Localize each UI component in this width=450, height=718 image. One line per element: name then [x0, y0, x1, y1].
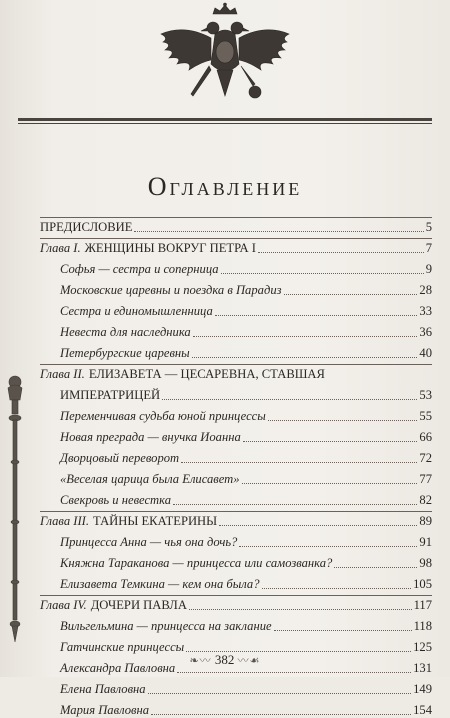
toc-entry[interactable] — [40, 487, 432, 508]
toc-entry[interactable] — [40, 613, 432, 634]
page-ref: 7 — [425, 241, 432, 255]
ornament-icon: 〰☙ — [237, 655, 261, 667]
double-headed-eagle-icon — [155, 4, 295, 114]
toc-entry[interactable] — [40, 424, 432, 445]
chapter-prefix: Глава IV. — [40, 598, 87, 612]
page-ref: 89 — [419, 514, 432, 528]
entry-title: ПРЕДИСЛОВИЕ — [40, 220, 133, 234]
toc-chapter-continued[interactable] — [40, 382, 432, 403]
entry-title: Елена Павловна — [60, 682, 146, 696]
leader-dots — [192, 357, 418, 358]
table-of-contents — [40, 214, 432, 718]
page-ref: 131 — [413, 661, 432, 675]
entry-title: Сестра и единомышленница — [60, 304, 213, 318]
leader-dots — [189, 609, 412, 610]
chapter-divider — [40, 364, 432, 365]
chapter-title: ЕЛИЗАВЕТА — ЦЕСАРЕВНА, СТАВШАЯ — [88, 367, 325, 381]
page-title: Оглавление — [147, 172, 303, 201]
chapter-divider — [40, 595, 432, 596]
toc-entry[interactable] — [40, 403, 432, 424]
chapter-title: ДОЧЕРИ ПАВЛА — [90, 598, 187, 612]
toc-entry[interactable] — [40, 571, 432, 592]
toc-entry[interactable] — [40, 529, 432, 550]
page-ref: 33 — [419, 304, 432, 318]
leader-dots — [219, 525, 417, 526]
entry-title: Елизавета Темкина — кем она была? — [60, 577, 260, 591]
leader-dots — [221, 273, 424, 274]
entry-title: Новая преграда — внучка Иоанна — [60, 430, 241, 444]
leader-dots — [239, 546, 417, 547]
entry-title: Дворцовый переворот — [60, 451, 180, 465]
ornament-icon: ❧〰 — [189, 655, 212, 667]
chapter-title: ИМПЕРАТРИЦЕЙ — [60, 388, 161, 402]
chapter-divider — [40, 511, 432, 512]
header-rule-thin — [18, 123, 432, 124]
page-number: 382 — [214, 652, 235, 667]
leader-dots — [243, 441, 418, 442]
toc-entry[interactable] — [40, 697, 432, 718]
entry-title: Александра Павловна — [60, 661, 176, 675]
entry-title: Переменчивая судьба юной принцессы — [60, 409, 266, 423]
leader-dots — [177, 672, 411, 673]
page-ref: 98 — [419, 556, 432, 570]
leader-dots — [258, 252, 424, 253]
entry-title: Мария Павловна — [60, 703, 150, 717]
toc-entry[interactable] — [40, 445, 432, 466]
page-ref: 125 — [413, 640, 432, 654]
leader-dots — [148, 693, 412, 694]
leader-dots — [242, 483, 418, 484]
page-ref: 66 — [419, 430, 432, 444]
chapter-prefix: Глава I. — [40, 241, 81, 255]
page-ref: 53 — [419, 388, 432, 402]
leader-dots — [162, 399, 417, 400]
leader-dots — [262, 588, 412, 589]
leader-dots — [268, 420, 418, 421]
leader-dots — [274, 630, 412, 631]
scepter-icon — [4, 372, 26, 652]
leader-dots — [173, 504, 417, 505]
entry-title: Московские царевны и поездка в Парадиз — [60, 283, 282, 297]
page-ref: 149 — [413, 682, 432, 696]
toc-entry[interactable] — [40, 256, 432, 277]
toc-entry[interactable] — [40, 340, 432, 361]
leader-dots — [151, 714, 411, 715]
leader-dots — [193, 336, 418, 337]
toc-entry[interactable] — [40, 676, 432, 697]
page-ref: 55 — [419, 409, 432, 423]
leader-dots — [334, 567, 417, 568]
page-ref: 154 — [413, 703, 432, 717]
chapter-title: ТАЙНЫ ЕКАТЕРИНЫ — [93, 514, 218, 528]
toc-entry[interactable] — [40, 298, 432, 319]
page-ref: 40 — [419, 346, 432, 360]
entry-title: Невеста для наследника — [60, 325, 191, 339]
page-ref: 72 — [419, 451, 432, 465]
page-ref: 91 — [419, 535, 432, 549]
toc-entry[interactable] — [40, 550, 432, 571]
page-ref: 82 — [419, 493, 432, 507]
entry-title: Вильгельмина — принцесса на заклание — [60, 619, 272, 633]
page-ref: 28 — [419, 283, 432, 297]
entry-title: Петербургские царевны — [60, 346, 190, 360]
chapter-divider — [40, 238, 432, 239]
page-ref: 105 — [413, 577, 432, 591]
header-rule — [18, 118, 432, 121]
toc-entry[interactable] — [40, 277, 432, 298]
page-ref: 36 — [419, 325, 432, 339]
entry-title: Софья — сестра и соперница — [60, 262, 219, 276]
page-ref: 117 — [413, 598, 432, 612]
entry-title: Гатчинские принцессы — [60, 640, 185, 654]
leader-dots — [215, 315, 418, 316]
toc-top-divider — [40, 217, 432, 218]
entry-title: Княжна Тараканова — принцесса или самозванка? — [60, 556, 333, 570]
page-ref: 77 — [419, 472, 432, 486]
leader-dots — [134, 231, 423, 232]
toc-entry[interactable] — [40, 466, 432, 487]
page-ref: 118 — [413, 619, 432, 633]
page-footer — [0, 652, 450, 668]
entry-title: Принцесса Анна — чья она дочь? — [60, 535, 238, 549]
entry-title: Свекровь и невестка — [60, 493, 172, 507]
leader-dots — [284, 294, 418, 295]
page-ref: 9 — [425, 262, 432, 276]
chapter-prefix: Глава III. — [40, 514, 89, 528]
chapter-prefix: Глава II. — [40, 367, 85, 381]
entry-title: «Веселая царица была Елисавет» — [60, 472, 240, 486]
leader-dots — [181, 462, 417, 463]
page-ref: 5 — [425, 220, 432, 234]
chapter-title: ЖЕНЩИНЫ ВОКРУГ ПЕТРА I — [84, 241, 256, 255]
toc-entry[interactable] — [40, 319, 432, 340]
